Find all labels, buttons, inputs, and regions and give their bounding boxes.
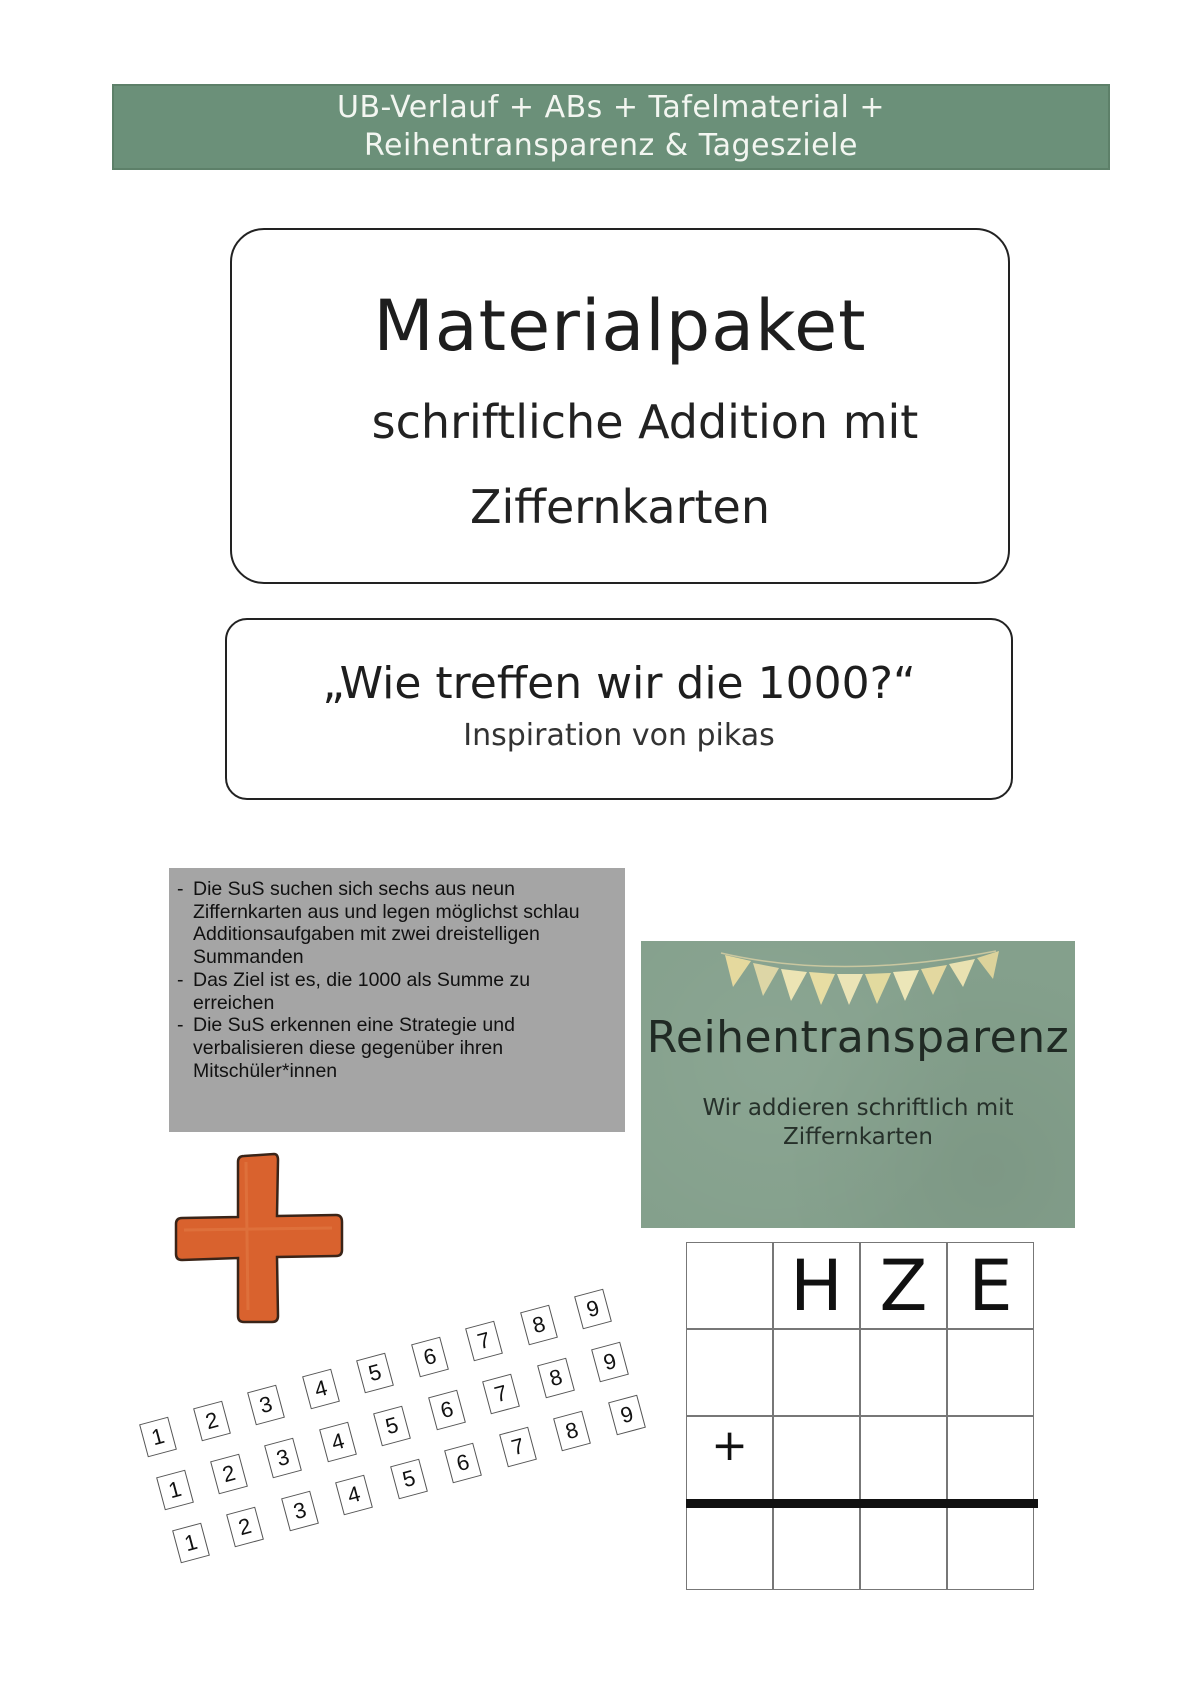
digit-card: 3 xyxy=(264,1438,302,1479)
digit-card: 6 xyxy=(428,1390,466,1431)
digit-card: 5 xyxy=(390,1459,428,1500)
table-cell xyxy=(860,1329,947,1416)
subtitle-quote: „Wie treffen wir die 1000?“ xyxy=(322,658,916,709)
digit-card: 4 xyxy=(302,1369,340,1410)
table-cell xyxy=(773,1416,860,1503)
digit-card: 4 xyxy=(319,1422,357,1463)
digit-card: 7 xyxy=(482,1374,520,1415)
header-tens: Z xyxy=(860,1242,947,1329)
digit-card: 3 xyxy=(247,1385,285,1426)
digit-card: 7 xyxy=(465,1321,503,1362)
inspiration-note: Inspiration von pikas xyxy=(463,718,775,753)
digit-card: 6 xyxy=(444,1443,482,1484)
table-cell-empty xyxy=(686,1242,773,1329)
title-subline-1: schriftliche Addition mit xyxy=(371,395,919,449)
header-banner xyxy=(112,84,1110,170)
header-ones: E xyxy=(947,1242,1034,1329)
card-subline-1: Wir addieren schriftlich mit xyxy=(702,1095,1014,1121)
plus-operator: + xyxy=(711,1420,748,1471)
table-cell xyxy=(686,1503,773,1590)
digit-card: 6 xyxy=(411,1337,449,1378)
digit-card: 8 xyxy=(520,1305,558,1346)
series-transparency-card xyxy=(641,941,1075,1228)
subtitle-frame xyxy=(225,618,1013,800)
digit-card: 3 xyxy=(281,1491,319,1532)
table-cell xyxy=(860,1503,947,1590)
digit-card: 1 xyxy=(172,1523,210,1564)
title-subline-2: Ziffernkarten xyxy=(470,480,770,534)
card-subline-2: Ziffernkarten xyxy=(783,1124,933,1150)
learning-goals-box xyxy=(169,868,625,1132)
digit-card: 5 xyxy=(373,1406,411,1447)
place-value-table xyxy=(686,1242,1034,1590)
digit-card: 4 xyxy=(335,1475,373,1516)
table-cell xyxy=(947,1329,1034,1416)
card-title: Reihentransparenz xyxy=(646,1012,1070,1063)
banner-line-1: UB-Verlauf + ABs + Tafelmaterial + xyxy=(336,90,886,125)
digit-card: 2 xyxy=(226,1507,264,1548)
digit-card: 2 xyxy=(193,1401,231,1442)
table-cell xyxy=(773,1503,860,1590)
table-cell xyxy=(947,1503,1034,1590)
table-cell xyxy=(860,1416,947,1503)
plus-icon xyxy=(174,1150,346,1326)
table-cell xyxy=(947,1416,1034,1503)
digit-card: 2 xyxy=(210,1454,248,1495)
result-line xyxy=(686,1499,1038,1508)
goal-item: - Die SuS erkennen eine Strategie und verbalisieren diese gegenüber ihren Mitschüler*innen xyxy=(177,1014,607,1082)
digit-card: 8 xyxy=(537,1358,575,1399)
digit-card: 5 xyxy=(356,1353,394,1394)
digit-card: 9 xyxy=(591,1342,629,1383)
digit-card: 7 xyxy=(499,1427,537,1468)
digit-card: 9 xyxy=(608,1395,646,1436)
goal-item: - Das Ziel ist es, die 1000 als Summe zu erreichen xyxy=(177,969,607,1014)
header-hundreds: H xyxy=(773,1242,860,1329)
banner-line-2: Reihentransparenz & Tagesziele xyxy=(364,128,858,163)
goal-item: - Die SuS suchen sich sechs aus neun Ziffernkarten aus und legen möglichst schlau Additionsaufgaben mit zwei dreistelligen Summanden xyxy=(177,878,607,969)
digit-card: 8 xyxy=(553,1411,591,1452)
table-cell xyxy=(773,1329,860,1416)
digit-card: 9 xyxy=(574,1289,612,1330)
page-title: Materialpaket xyxy=(373,285,867,367)
digit-card: 1 xyxy=(139,1417,177,1458)
digit-card: 1 xyxy=(156,1470,194,1511)
